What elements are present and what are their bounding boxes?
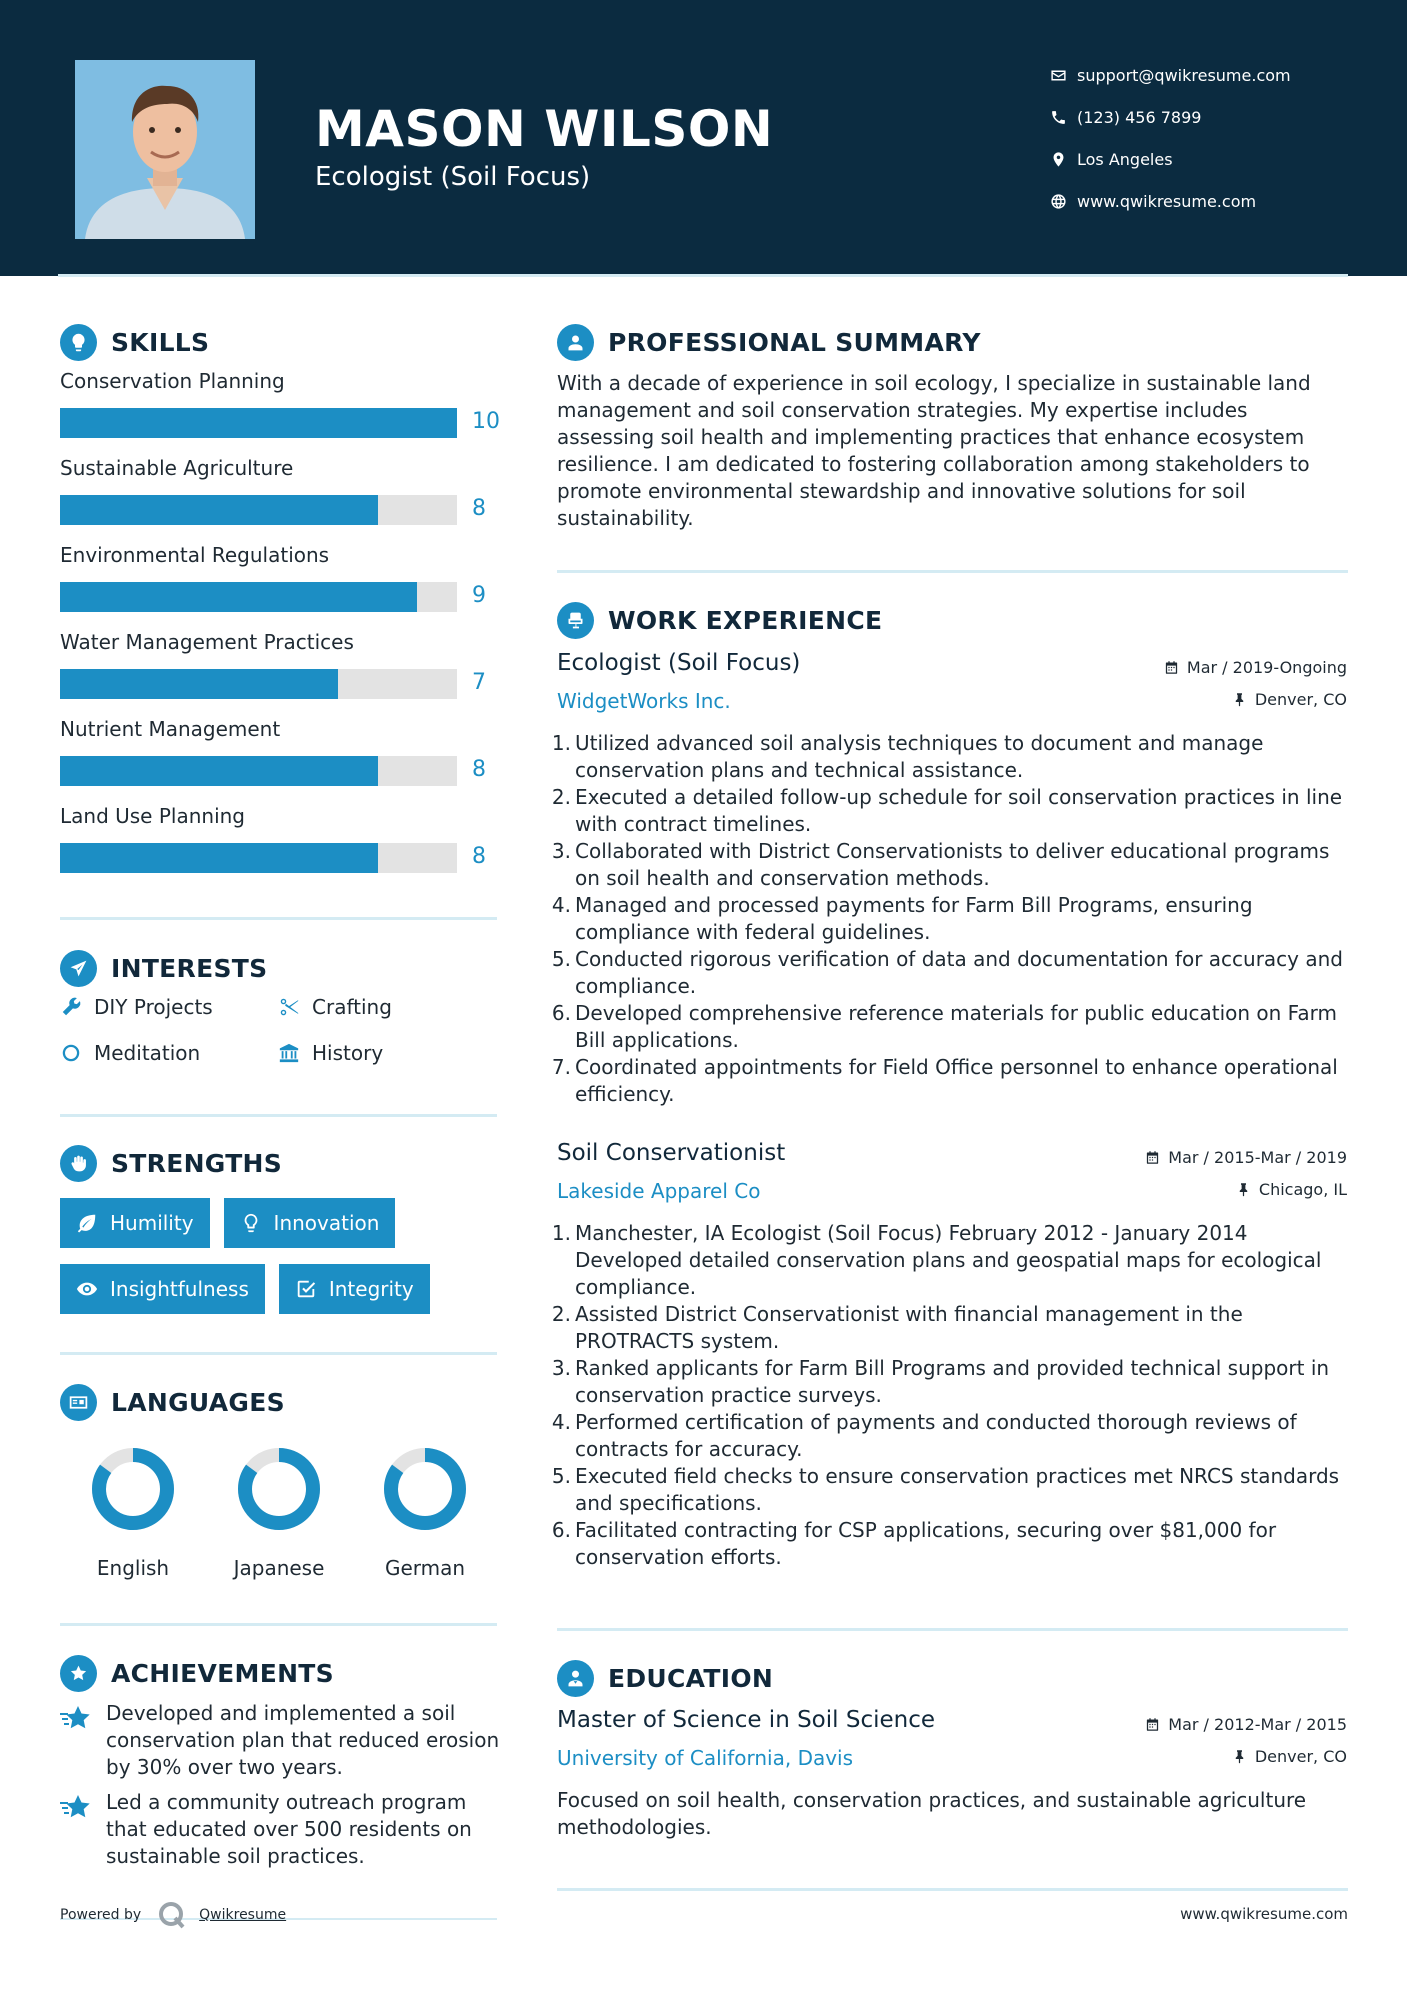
contact-phone-text: (123) 456 7899 <box>1077 107 1202 127</box>
skill-item <box>60 542 500 629</box>
job-date-text: Mar / 2019-Ongoing <box>1186 658 1347 677</box>
job-duty-text: Conducted rigorous verification of data and documentation for accuracy and compliance. <box>575 947 1343 998</box>
school-name[interactable]: University of California, Davis <box>557 1746 854 1770</box>
contact-location <box>1050 138 1291 180</box>
section-divider <box>60 1623 497 1626</box>
contact-email[interactable] <box>1050 54 1291 96</box>
check-square-icon <box>295 1278 317 1300</box>
job-duty: 5. Executed field checks to ensure conservation practices met NRCS standards and specifications. <box>575 1463 1347 1517</box>
skill-item <box>60 629 500 716</box>
skill-name: Environmental Regulations <box>60 543 330 567</box>
job-company[interactable]: WidgetWorks Inc. <box>557 689 731 713</box>
skill-item <box>60 803 500 890</box>
job-duty-text: Utilized advanced soil analysis techniques to document and manage conservation plans and technical assistance. <box>575 731 1264 782</box>
summary-heading <box>557 324 981 361</box>
strength-tag <box>279 1264 430 1314</box>
skill-bar <box>60 582 457 612</box>
office-chair-icon <box>557 602 594 639</box>
job-location-text: Chicago, IL <box>1258 1180 1347 1199</box>
strength-tag <box>60 1264 265 1314</box>
strengths-title: STRENGTHS <box>111 1149 283 1178</box>
languages-list <box>60 1444 500 1580</box>
lightbulb-icon <box>240 1212 262 1234</box>
skills-list <box>60 368 500 890</box>
wrench-icon <box>60 996 82 1018</box>
interest-item <box>278 990 478 1024</box>
job-company[interactable]: Lakeside Apparel Co <box>557 1179 761 1203</box>
star-icon <box>60 1793 92 1823</box>
globe-icon <box>1040 193 1077 210</box>
job-duty: 3. Ranked applicants for Farm Bill Programs and provided technical support in conservation practice surveys. <box>575 1355 1347 1409</box>
strengths-list <box>60 1198 500 1314</box>
skill-bar-fill <box>60 495 378 525</box>
skill-bar-fill <box>60 843 378 873</box>
language-name: German <box>384 1556 466 1580</box>
skill-name: Nutrient Management <box>60 717 281 741</box>
skill-value: 8 <box>472 496 486 521</box>
job-duty-text: Facilitated contracting for CSP applications, securing over $81,000 for conservation efforts. <box>575 1518 1277 1569</box>
job-location-text: Denver, CO <box>1254 690 1347 709</box>
interest-label: History <box>312 1041 384 1065</box>
skill-bar-fill <box>60 669 338 699</box>
education-title: EDUCATION <box>608 1664 774 1693</box>
contact-list <box>1050 54 1291 222</box>
skill-bar-fill <box>60 582 417 612</box>
job-date-text: Mar / 2015-Mar / 2019 <box>1168 1148 1347 1167</box>
fist-icon <box>60 1145 97 1182</box>
strength-label: Humility <box>110 1211 194 1235</box>
education-date <box>1145 1715 1347 1734</box>
job-duty-text: Executed a detailed follow-up schedule for soil conservation practices in line with contract timelines. <box>575 785 1343 836</box>
section-divider <box>60 917 497 920</box>
summary-text: With a decade of experience in soil ecology, I specialize in sustainable land management and soil conservation strategies. My expertise includes assessing soil health and implementing practices that enhance ecosystem resilience. I am dedicated to fostering collaboration among stakeholders to promote environmental stewardship and innovative solutions for soil sustainability. <box>557 371 1311 530</box>
skill-bar <box>60 843 457 873</box>
contact-phone[interactable] <box>1050 96 1291 138</box>
language-item <box>352 1444 498 1580</box>
skill-bar <box>60 669 457 699</box>
powered-by <box>60 1900 286 1930</box>
education-heading <box>557 1660 773 1697</box>
job-duty: 2. Assisted District Conservationist with financial management in the PROTRACTS system. <box>575 1301 1347 1355</box>
phone-icon <box>1040 109 1077 126</box>
skills-title: SKILLS <box>111 328 210 357</box>
job-duties <box>551 730 1347 1108</box>
interests-title: INTERESTS <box>111 954 268 983</box>
job-duty-text: Assisted District Conservationist with financial management in the PROTRACTS system. <box>575 1302 1243 1353</box>
calendar-icon <box>1145 1150 1160 1165</box>
job-duty: 6. Facilitated contracting for CSP applications, securing over $81,000 for conservation efforts. <box>575 1517 1347 1571</box>
pushpin-icon <box>1236 1182 1251 1197</box>
job-duty: 2. Executed a detailed follow-up schedule for soil conservation practices in line with contract timelines. <box>575 784 1347 838</box>
job-duty-text: Coordinated appointments for Field Office personnel to enhance operational efficiency. <box>575 1055 1338 1106</box>
interests-heading <box>60 950 267 987</box>
skill-bar <box>60 408 457 438</box>
job-duty-text: Performed certification of payments and conducted thorough reviews of contracts for accuracy. <box>575 1410 1297 1461</box>
job-duty-text: Developed comprehensive reference materials for public education on Farm Bill applications. <box>575 1001 1337 1052</box>
language-item <box>206 1444 352 1580</box>
language-name: Japanese <box>233 1556 325 1580</box>
interest-item <box>60 990 278 1024</box>
section-divider <box>60 1352 497 1355</box>
pushpin-icon <box>1232 692 1247 707</box>
job-duty-text: Managed and processed payments for Farm Bill Programs, ensuring compliance with federal guidelines. <box>575 893 1253 944</box>
contact-website[interactable] <box>1050 180 1291 222</box>
job-date <box>1145 1148 1347 1167</box>
skill-value: 7 <box>472 670 486 695</box>
skill-name: Land Use Planning <box>60 804 245 828</box>
skill-value: 10 <box>472 409 500 434</box>
calendar-icon <box>1164 660 1179 675</box>
job-location <box>1232 690 1347 709</box>
envelope-icon <box>1040 67 1077 84</box>
achievements-list <box>60 1700 500 1878</box>
skill-name: Water Management Practices <box>60 630 354 654</box>
skill-bar-fill <box>60 408 457 438</box>
map-pin-icon <box>1040 151 1077 168</box>
museum-icon <box>278 1042 300 1064</box>
strength-tag <box>60 1198 210 1248</box>
skill-bar-fill <box>60 756 378 786</box>
achievement-item <box>60 1789 500 1870</box>
candidate-title: Ecologist (Soil Focus) <box>315 162 591 192</box>
section-divider <box>557 1888 1348 1891</box>
graduate-icon <box>557 1660 594 1697</box>
qwikresume-logo <box>157 1900 187 1930</box>
star-badge-icon <box>60 1655 97 1692</box>
interest-label: Meditation <box>94 1041 201 1065</box>
circle-icon <box>60 1042 82 1064</box>
resume-header <box>0 0 1407 276</box>
education-entry <box>557 1707 1347 1867</box>
leaf-icon <box>76 1212 98 1234</box>
job-duty: 1. Manchester, IA Ecologist (Soil Focus) February 2012 - January 2014 Developed detailed conservation plans and geospatial maps for ecological compliance. <box>575 1220 1347 1301</box>
section-divider <box>557 570 1348 573</box>
summary-title: PROFESSIONAL SUMMARY <box>608 328 981 357</box>
strength-tag <box>224 1198 396 1248</box>
job-location <box>1236 1180 1347 1199</box>
contact-email-text: support@qwikresume.com <box>1077 65 1291 85</box>
scissors-icon <box>278 996 300 1018</box>
languages-heading <box>60 1384 285 1421</box>
skill-value: 8 <box>472 757 486 782</box>
interest-label: DIY Projects <box>94 995 213 1019</box>
id-card-icon <box>60 1384 97 1421</box>
contact-website-text: www.qwikresume.com <box>1077 191 1257 211</box>
achievement-text: Developed and implemented a soil conservation plan that reduced erosion by 30% over two years. <box>106 1701 500 1779</box>
section-divider <box>557 1628 1348 1631</box>
candidate-name: MASON WILSON <box>315 100 774 158</box>
job-title: Soil Conservationist <box>557 1140 786 1166</box>
skill-item <box>60 716 500 803</box>
achievements-title: ACHIEVEMENTS <box>111 1659 334 1688</box>
skills-heading <box>60 324 209 361</box>
section-divider <box>60 1114 497 1117</box>
pushpin-icon <box>1232 1749 1247 1764</box>
calendar-icon <box>1145 1717 1160 1732</box>
skill-name: Sustainable Agriculture <box>60 456 294 480</box>
achievement-item <box>60 1700 500 1781</box>
job-entry <box>551 1140 1347 1580</box>
job-duty-text: Manchester, IA Ecologist (Soil Focus) February 2012 - January 2014 Developed detailed conservation plans and geospatial maps for ecological compliance. <box>575 1221 1322 1299</box>
job-duty: 5. Conducted rigorous verification of data and documentation for accuracy and compliance. <box>575 946 1347 1000</box>
job-duty: 6. Developed comprehensive reference materials for public education on Farm Bill applications. <box>575 1000 1347 1054</box>
interest-label: Crafting <box>312 995 392 1019</box>
job-duty: 1. Utilized advanced soil analysis techniques to document and manage conservation plans and technical assistance. <box>575 730 1347 784</box>
strength-label: Insightfulness <box>110 1277 249 1301</box>
achievement-text: Led a community outreach program that educated over 500 residents on sustainable soil practices. <box>106 1790 472 1868</box>
profile-photo <box>75 60 255 239</box>
education-date-text: Mar / 2012-Mar / 2015 <box>1168 1715 1347 1734</box>
job-duty-text: Ranked applicants for Farm Bill Programs and provided technical support in conservation practice surveys. <box>575 1356 1330 1407</box>
education-location-text: Denver, CO <box>1254 1747 1347 1766</box>
job-duty: 7. Coordinated appointments for Field Office personnel to enhance operational efficiency. <box>575 1054 1347 1108</box>
language-name: English <box>96 1556 170 1580</box>
skill-item <box>60 455 500 542</box>
education-location <box>1232 1747 1347 1766</box>
paper-plane-icon <box>60 950 97 987</box>
eye-icon <box>76 1278 98 1300</box>
language-item <box>60 1444 206 1580</box>
language-ring <box>88 1444 178 1534</box>
job-title: Ecologist (Soil Focus) <box>557 650 801 676</box>
strengths-heading <box>60 1145 282 1182</box>
job-duty: 3. Collaborated with District Conservationists to deliver educational programs on soil health and conservation methods. <box>575 838 1347 892</box>
strength-label: Integrity <box>328 1277 414 1301</box>
achievements-heading <box>60 1655 334 1692</box>
interests-list <box>60 990 500 1070</box>
interest-item <box>60 1036 278 1070</box>
user-icon <box>557 324 594 361</box>
footer-website-link[interactable]: www.qwikresume.com <box>1180 1905 1348 1923</box>
job-duty-text: Collaborated with District Conservationists to deliver educational programs on soil health and conservation methods. <box>575 839 1330 890</box>
job-duty: 4. Managed and processed payments for Farm Bill Programs, ensuring compliance with federal guidelines. <box>575 892 1347 946</box>
skill-value: 9 <box>472 583 486 608</box>
skill-bar <box>60 756 457 786</box>
powered-by-brand-link[interactable]: Qwikresume <box>199 1907 287 1923</box>
job-entry <box>551 650 1347 1120</box>
language-ring <box>234 1444 324 1534</box>
star-icon <box>60 1704 92 1734</box>
contact-location-text: Los Angeles <box>1077 149 1173 169</box>
skill-value: 8 <box>472 844 486 869</box>
strength-label: Innovation <box>273 1211 380 1235</box>
skill-name: Conservation Planning <box>60 369 285 393</box>
education-description: Focused on soil health, conservation practices, and sustainable agriculture methodologies. <box>557 1788 1307 1839</box>
job-duties <box>551 1220 1347 1571</box>
header-divider <box>58 274 1348 277</box>
interest-item <box>278 1036 478 1070</box>
language-ring <box>380 1444 470 1534</box>
lightbulb-icon <box>60 324 97 361</box>
job-date <box>1164 658 1347 677</box>
job-duty: 4. Performed certification of payments and conducted thorough reviews of contracts for accuracy. <box>575 1409 1347 1463</box>
powered-by-label: Powered by <box>60 1907 142 1923</box>
languages-title: LANGUAGES <box>111 1388 285 1417</box>
work-heading <box>557 602 882 639</box>
skill-bar <box>60 495 457 525</box>
skill-item <box>60 368 500 455</box>
work-title: WORK EXPERIENCE <box>608 606 883 635</box>
degree-title: Master of Science in Soil Science <box>557 1707 936 1733</box>
job-duty-text: Executed field checks to ensure conservation practices met NRCS standards and specifications. <box>575 1464 1340 1515</box>
